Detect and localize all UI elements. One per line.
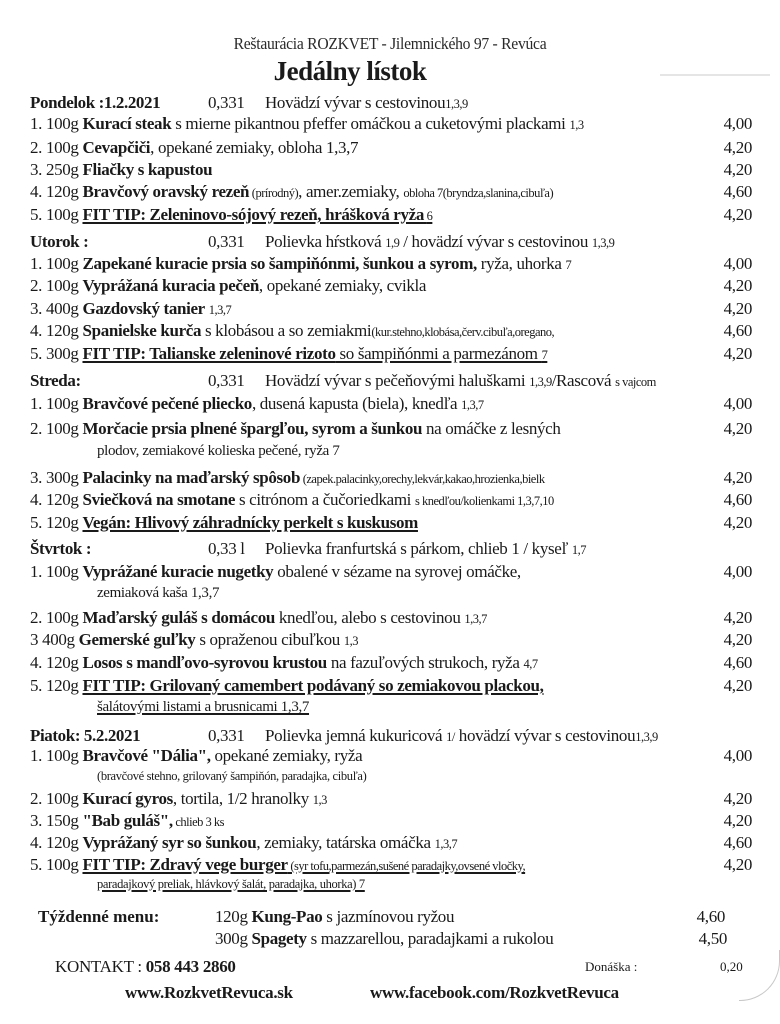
dish-text: 100g: [45, 114, 79, 133]
menu-item: [30, 275, 752, 297]
price: 4,60: [723, 833, 752, 852]
dish-text: 120g: [45, 833, 79, 852]
price: 4,20: [723, 205, 752, 224]
dish-name: Spanielske kurča: [82, 321, 202, 340]
dish-text: Polievka hŕstková: [265, 232, 386, 251]
dish-text: 4,7: [523, 657, 538, 671]
dish-text: 3.: [30, 299, 43, 318]
dish-text: s mierne pikantnou pfeffer omáčkou a cuketovými plackami: [171, 114, 570, 133]
price: 4,20: [723, 138, 752, 157]
day-header-thursday: [30, 538, 752, 560]
dish-text: 100g: [45, 855, 79, 874]
dish-text: 1,3,7: [208, 303, 232, 317]
menu-item-fit-tip: [30, 675, 752, 697]
dish-text: 4.: [30, 833, 43, 852]
dish-text: obalené v sézame na syrovej omáčke,: [273, 562, 521, 581]
soup: [265, 538, 586, 561]
dish-text: 4.: [30, 321, 43, 340]
dish-text: 100g: [45, 205, 79, 224]
dish-text: 1,7: [571, 543, 587, 557]
dish-name: Bravčové pečené pliecko: [82, 394, 252, 413]
dish-text: 1,3: [312, 793, 327, 807]
price: 4,20: [723, 630, 752, 649]
dish-text: Polievka jemná kukuricová: [265, 726, 447, 745]
menu-item: [30, 788, 752, 810]
menu-item-vegan: [30, 512, 752, 534]
dish-name: Gemerské guľky: [78, 630, 196, 649]
dish-text: 1,3,9: [635, 730, 658, 744]
dish-text: (zapek.palacinky,orechy,lekvár,kakao,hrozienka,bielk: [300, 472, 545, 486]
price: 4,20: [723, 513, 752, 532]
dish-name: Vegán: Hlivový záhradnícky perkelt s kuskusom: [82, 513, 418, 532]
dish-text: 5.: [30, 676, 43, 695]
menu-item: [30, 489, 752, 511]
dish-name: FIT TIP: Grilovaný camembert podávaný so zemiakovou plackou,: [82, 676, 544, 695]
dish-text: 120g: [45, 182, 79, 201]
soup-volume: 0,331: [208, 726, 245, 745]
menu-item: [30, 810, 752, 832]
dish-text: 300g: [45, 344, 79, 363]
menu-item: [30, 652, 752, 674]
day-label: Utorok :: [30, 232, 89, 251]
dish-text: s citrónom a čučoriedkami: [235, 490, 415, 509]
dish-name: Kurací steak: [82, 114, 172, 133]
contact: [55, 957, 236, 977]
dish-text: 400g: [45, 299, 79, 318]
price: 4,20: [723, 299, 752, 318]
dish-text: 6: [426, 209, 433, 223]
dish-text: 1,3,7: [461, 398, 484, 412]
price: 4,20: [721, 467, 752, 489]
dish-text: 120g: [45, 490, 79, 509]
dish-text: s vajcom: [615, 375, 656, 389]
dish-text: s klobásou a so zemiakmi: [201, 321, 372, 340]
dish-name: Bravčové "Dália",: [82, 746, 211, 765]
dish-text: , zemiaky, tatárska omáčka: [256, 833, 435, 852]
dish-text: 100g: [45, 562, 79, 581]
dish-name: Vyprážaná kuracia pečeň: [82, 276, 259, 295]
dish-text: 100g: [45, 394, 79, 413]
dish-name: Cevapčiči: [82, 138, 151, 157]
dish-name: FIT TIP: Talianske zeleninové rizoto: [82, 344, 336, 363]
day-label: Štvrtok :: [30, 539, 92, 558]
menu-item: [30, 561, 752, 583]
dish-text: / hovädzí vývar s cestovinou: [399, 232, 592, 251]
menu-title: Jedálny lístok: [273, 56, 427, 86]
dish-text: 400g: [42, 630, 75, 649]
soup-volume: 0,331: [208, 371, 245, 390]
dish-text: 5.: [30, 205, 43, 224]
price: 4,60: [723, 490, 752, 509]
price: 4,00: [723, 254, 752, 273]
dish-text: 1.: [30, 114, 43, 133]
dish-name: Kurací gyros: [82, 789, 173, 808]
dish-text: hovädzí vývar s cestovinou: [454, 726, 636, 745]
day-label: Streda:: [30, 371, 81, 390]
weekly-menu-label: Týždenné menu:: [38, 907, 160, 926]
dish-text: (prírodný): [249, 186, 299, 200]
menu-item: [30, 159, 752, 181]
dish-text: 5.: [30, 513, 43, 532]
soup-volume: 0,331: [208, 93, 245, 112]
dish-name: Gazdovský tanier: [82, 299, 205, 318]
dish-text: 120g: [45, 321, 79, 340]
menu-item-continuation: plodov, zemiakové kolieska pečené, ryža 7: [97, 443, 340, 459]
dish-text: /Rascová: [551, 371, 616, 390]
price: 4,60: [723, 182, 752, 201]
dish-text: 3.: [30, 160, 43, 179]
page-curl-mark: [739, 950, 780, 1001]
dish-text: 1,3,7: [434, 837, 458, 851]
price: 4,60: [723, 653, 752, 672]
phone-number[interactable]: 058 443 2860: [145, 957, 236, 976]
soup-volume: 0,331: [208, 232, 245, 251]
dish-text: 1,3,9: [591, 236, 615, 250]
dish-text: 100g: [45, 789, 79, 808]
price: 4,20: [723, 160, 752, 179]
dish-text: na omáčke z lesných: [422, 419, 561, 438]
menu-item: [30, 629, 752, 651]
dish-text: 1.: [30, 254, 43, 273]
dish-text: 100g: [45, 138, 79, 157]
dish-text: 1/: [446, 730, 455, 744]
day-header-wednesday: [30, 370, 752, 392]
dish-text: 4.: [30, 490, 43, 509]
day-header-friday: [30, 725, 752, 747]
dish-text: , tortila, 1/2 hranolky: [172, 789, 313, 808]
dish-text: s opraženou cibuľkou: [195, 630, 344, 649]
dish-name: Morčacie prsia plnené špargľou, syrom a šunkou: [82, 419, 423, 438]
dish-text: 1.: [30, 394, 43, 413]
dish-text: 1,3,7: [464, 612, 487, 626]
dish-text: 250g: [45, 160, 79, 179]
website-link[interactable]: www.RozkvetRevuca.sk: [125, 983, 293, 1002]
price: 4,20: [723, 276, 752, 295]
menu-item: [30, 181, 752, 203]
dish-text: na fazuľových strukoch, ryža: [326, 653, 524, 672]
dish-name: Fliačky s kapustou: [82, 160, 213, 179]
menu-item: [30, 253, 752, 275]
dish-text: 300g: [215, 929, 248, 948]
price: 4,20: [723, 419, 752, 438]
dish-text: 100g: [45, 419, 79, 438]
dish-name: FIT TIP: Zdravý vege burger: [82, 855, 288, 874]
dish-text: Hovädzí vývar s pečeňovými haluškami: [265, 371, 530, 390]
dish-text: 3: [30, 630, 39, 649]
menu-item-continuation: šalátovými listami a brusnicami 1,3,7: [97, 699, 310, 715]
dish-text: 100g: [45, 254, 79, 273]
dish-name: Bravčový oravský rezeň: [82, 182, 250, 201]
dish-name: "Bab guláš",: [82, 811, 173, 830]
dish-text: 120g: [45, 676, 79, 695]
price: 4,00: [723, 562, 752, 581]
menu-item: [30, 393, 752, 415]
price: 4,00: [723, 746, 752, 765]
menu-item: [30, 137, 752, 159]
menu-item-fit-tip: [30, 343, 752, 365]
dish-text: 100g: [45, 276, 79, 295]
dish-name: Spagety: [251, 929, 307, 948]
dish-text: s jazmínovou ryžou: [322, 907, 455, 926]
dish-text: 120g: [45, 653, 79, 672]
price: 4,20: [723, 676, 752, 695]
dish-text: 4.: [30, 182, 43, 201]
contact-label: KONTAKT :: [55, 957, 146, 976]
delivery-label: Donáška :: [585, 959, 638, 974]
dish-text: chlieb 3 ks: [172, 815, 225, 829]
dish-text: ryža, uhorka: [476, 254, 566, 273]
dish-text: 1,3: [569, 118, 584, 132]
restaurant-address: Reštaurácia ROZKVET - Jilemnického 97 - Revúca: [233, 34, 547, 53]
dish-text: , opekané zemiaky, cvikla: [258, 276, 427, 295]
dish-text: 120g: [215, 907, 248, 926]
price: 4,20: [723, 608, 752, 627]
dish-text: 1,9: [385, 236, 400, 250]
dish-text: , amer.zemiaky,: [298, 182, 404, 201]
price: 4,00: [723, 114, 752, 133]
dish-name: Kung-Pao: [251, 907, 323, 926]
weekly-item: [215, 928, 727, 950]
soup: [265, 231, 614, 254]
day-label: Pondelok :1.2.2021: [30, 93, 161, 112]
dish-text: s mazzarellou, paradajkami a rukolou: [306, 929, 554, 948]
dish-text: , opekané zemiaky, obloha 1,3,7: [150, 138, 359, 157]
dish-text: 1.: [30, 562, 43, 581]
dish-text: s knedľou/kolienkami 1,3,7,10: [414, 494, 554, 508]
menu-item: [30, 418, 752, 440]
dish-text: 5.: [30, 344, 43, 363]
menu-item: [30, 467, 752, 489]
price: 4,20: [723, 855, 752, 874]
menu-item: [30, 745, 752, 767]
dish-text: 120g: [45, 513, 79, 532]
dish-name: Sviečková na smotane: [82, 490, 236, 509]
dish-name: Palacinky na maďarský spôsob: [82, 468, 301, 487]
dish-text: 100g: [45, 608, 79, 627]
price: 4,20: [723, 789, 752, 808]
soup: [265, 370, 656, 393]
day-label: Piatok: 5.2.2021: [30, 726, 141, 745]
dish-text: (kur.stehno,klobása,červ.cibuľa,oregano,: [371, 325, 555, 339]
day-header-monday: [30, 92, 752, 114]
dish-text: (syr tofu,parmezán,sušené paradajky,ovsené vločky,: [287, 859, 526, 873]
dish-text: 2.: [30, 276, 43, 295]
price: 4,00: [723, 394, 752, 413]
facebook-link[interactable]: www.facebook.com/RozkvetRevuca: [370, 983, 619, 1002]
price: 4,60: [696, 907, 725, 926]
menu-item: [30, 298, 752, 320]
dish-text: obloha 7(bryndza,slanina,cibuľa): [403, 186, 554, 200]
soup: [265, 92, 468, 115]
menu-item-continuation: (bravčové stehno, grilovaný šampiňón, paradajka, cibuľa): [97, 769, 367, 783]
menu-item: [30, 832, 752, 854]
dish-text: 1,3,9: [529, 375, 552, 389]
menu-item: [30, 607, 752, 629]
dish-text: 2.: [30, 789, 43, 808]
dish-text: 5.: [30, 855, 43, 874]
dish-text: knedľou, alebo s cestovinou: [275, 608, 465, 627]
dish-text: 1,3: [343, 634, 358, 648]
dish-text: Polievka franfurtská s párkom, chlieb 1 / kyseľ: [265, 539, 572, 558]
dish-text: 7: [541, 348, 548, 362]
dish-text: so šampiňónmi a parmezánom: [335, 344, 542, 363]
menu-item-continuation: zemiaková kaša 1,3,7: [97, 585, 220, 601]
dish-name: Vyprážané kuracie nugetky: [82, 562, 274, 581]
menu-item: [30, 113, 752, 135]
dish-text: 2.: [30, 138, 43, 157]
price: 4,60: [721, 320, 752, 342]
soup-volume: 0,33 l: [208, 539, 245, 558]
dish-text: 1,3,9: [445, 97, 468, 111]
price: 4,20: [723, 811, 752, 830]
dish-name: Vyprážaný syr so šunkou: [82, 833, 257, 852]
dish-text: 3.: [30, 811, 43, 830]
weekly-item: [215, 906, 725, 928]
menu-item: [30, 320, 752, 342]
dish-name: Maďarský guláš s domácou: [82, 608, 275, 627]
menu-item-continuation: paradajkový preliak, hlávkový šalát, paradajka, uhorka) 7: [97, 877, 365, 891]
dish-text: 4.: [30, 653, 43, 672]
dish-text: Hovädzí vývar s cestovinou: [265, 93, 446, 112]
dish-text: 300g: [45, 468, 79, 487]
menu-item-fit-tip: [30, 204, 752, 226]
dish-name: Zapekané kuracie prsia so šampiňónmi, šunkou a syrom,: [82, 254, 477, 273]
dish-text: 100g: [45, 746, 79, 765]
menu-item-fit-tip: [30, 854, 752, 876]
dish-name: Losos s mandľovo-syrovou krustou: [82, 653, 327, 672]
dish-text: 2.: [30, 608, 43, 627]
dish-text: 2.: [30, 419, 43, 438]
delivery-price: 0,20: [720, 959, 743, 974]
dish-name: FIT TIP: Zeleninovo-sójový rezeň, hrášková ryža: [82, 205, 424, 224]
dish-text: 7: [565, 258, 572, 272]
dish-text: , dusená kapusta (biela), knedľa: [251, 394, 462, 413]
price: 4,50: [698, 929, 727, 948]
price: 4,20: [723, 344, 752, 363]
dish-text: opekané zemiaky, ryža: [210, 746, 363, 765]
dish-text: 3.: [30, 468, 43, 487]
dish-text: 1.: [30, 746, 43, 765]
dish-text: 150g: [45, 811, 79, 830]
day-header-tuesday: [30, 231, 752, 253]
